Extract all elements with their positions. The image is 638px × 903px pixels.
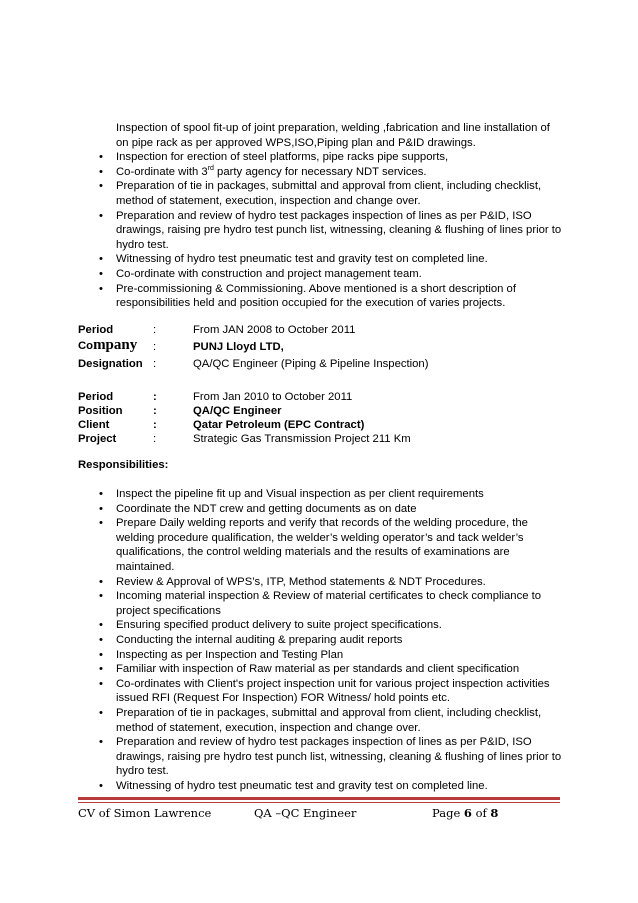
position-label: Position <box>78 405 123 417</box>
period-value: From JAN 2008 to October 2011 <box>193 324 356 336</box>
list-item: • Review & Approval of WPS’s, ITP, Method statements & NDT Procedures. <box>116 575 564 590</box>
responsibilities-heading: Responsibilities: <box>78 459 169 471</box>
colon: : <box>153 358 157 370</box>
position-value: QA/QC Engineer <box>193 405 282 417</box>
colon: : <box>153 341 157 353</box>
list-item: • Inspect the pipeline fit up and Visual inspection as per client requirements <box>116 487 564 502</box>
duties-list-1 <box>116 121 564 311</box>
list-item-text: Inspection for erection of steel platforms, pipe racks pipe supports, <box>116 151 449 164</box>
list-item: • Witnessing of hydro test pneumatic test and gravity test on completed line. <box>116 779 564 794</box>
colon: : <box>153 391 157 403</box>
list-item: • Preparation and review of hydro test packages inspection of lines as per P&ID, ISO drawings, raising pre hydro test punch list, witnessing, cleaning & flushing of lines prior to hydro test. <box>116 735 564 779</box>
list-item <box>116 165 564 180</box>
designation-label: Designation <box>78 358 143 370</box>
colon: : <box>153 433 157 445</box>
list-item-text: Pre-commissioning & Commissioning. Above mentioned is a short description of responsibilities held and position occupied for the execution of varies projects. <box>116 282 516 310</box>
client-label: Client <box>78 419 110 431</box>
list-item <box>116 121 564 150</box>
company-label <box>78 338 137 354</box>
list-item-text: Preparation of tie in packages, submittal and approval from client, including checklist, method of statement, execution, inspection and change over. <box>116 180 542 207</box>
list-item <box>116 209 564 253</box>
list-item-text: Inspection of spool fit-up of joint preparation, welding ,fabrication and line installation of on pipe rack as per approved WPS,ISO,Piping plan and P&ID drawings. <box>116 122 550 149</box>
company-value: PUNJ Lloyd LTD, <box>193 341 284 353</box>
list-item <box>116 150 564 165</box>
list-item-text: Co-ordinate with construction and project management team. <box>116 267 422 280</box>
list-item: • Prepare Daily welding reports and verify that records of the welding procedure, the welding procedure qualification, the welder’s welding operator’s and tack welder’s qualifications, the control welding materials and the results of examinations are maintained. <box>116 516 564 574</box>
list-item <box>116 179 564 208</box>
list-item-text: Witnessing of hydro test pneumatic test and gravity test on completed line. <box>116 253 488 266</box>
period-value: From Jan 2010 to October 2011 <box>193 391 353 403</box>
page-of: of <box>471 806 491 820</box>
list-item <box>116 267 564 282</box>
list-item: • Conducting the internal auditing & preparing audit reports <box>116 633 564 648</box>
list-item-text: party agency for necessary NDT services. <box>213 165 427 178</box>
project-value: Strategic Gas Transmission Project 211 Km <box>193 433 411 445</box>
list-item-text: Preparation and review of hydro test packages inspection of lines as per P&ID, ISO drawings, raising pre hydro test punch list, witnessing, cleaning & flushing of lines prior to hydro test. <box>116 209 562 251</box>
footer-role: QA –QC Engineer <box>254 806 357 820</box>
ordinal-suffix: rd <box>207 165 214 173</box>
list-item-text: Co-ordinate with 3 <box>116 165 208 178</box>
page-label: Page <box>432 806 464 820</box>
footer-rule-thin <box>78 802 560 803</box>
page-current: 6 <box>463 806 472 820</box>
list-item <box>116 252 564 267</box>
colon: : <box>153 324 157 336</box>
list-item: • Coordinate the NDT crew and getting documents as on date <box>116 502 564 517</box>
list-item: • Inspecting as per Inspection and Testing Plan <box>116 648 564 663</box>
project-label: Project <box>78 433 117 445</box>
list-item: • Preparation of tie in packages, submittal and approval from client, including checklist, method of statement, execution, inspection and change over. <box>116 706 564 735</box>
company-label-part: Co <box>78 340 94 352</box>
designation-value: QA/QC Engineer (Piping & Pipeline Inspection) <box>193 358 429 370</box>
footer-page-number <box>432 806 498 820</box>
period-label: Period <box>78 391 114 403</box>
colon: : <box>153 419 157 431</box>
list-item <box>116 282 564 311</box>
list-item: • Co-ordinates with Client's project inspection unit for various project inspection activities issued RFI (Request For Inspection) FOR Witness/ hold points etc. <box>116 677 564 706</box>
footer-cv-name: CV of Simon Lawrence <box>78 806 212 820</box>
company-label-part: mpany <box>93 337 138 353</box>
duties-list-2 <box>116 487 564 793</box>
period-label: Period <box>78 324 114 336</box>
list-item: • Incoming material inspection & Review of material certificates to check compliance to project specifications <box>116 589 564 618</box>
client-value: Qatar Petroleum (EPC Contract) <box>193 419 365 431</box>
page-total: 8 <box>490 806 499 820</box>
footer-rule-thick <box>78 797 560 800</box>
colon: : <box>153 405 157 417</box>
list-item: • Ensuring specified product delivery to suite project specifications. <box>116 618 564 633</box>
list-item: • Familiar with inspection of Raw material as per standards and client specification <box>116 662 564 677</box>
